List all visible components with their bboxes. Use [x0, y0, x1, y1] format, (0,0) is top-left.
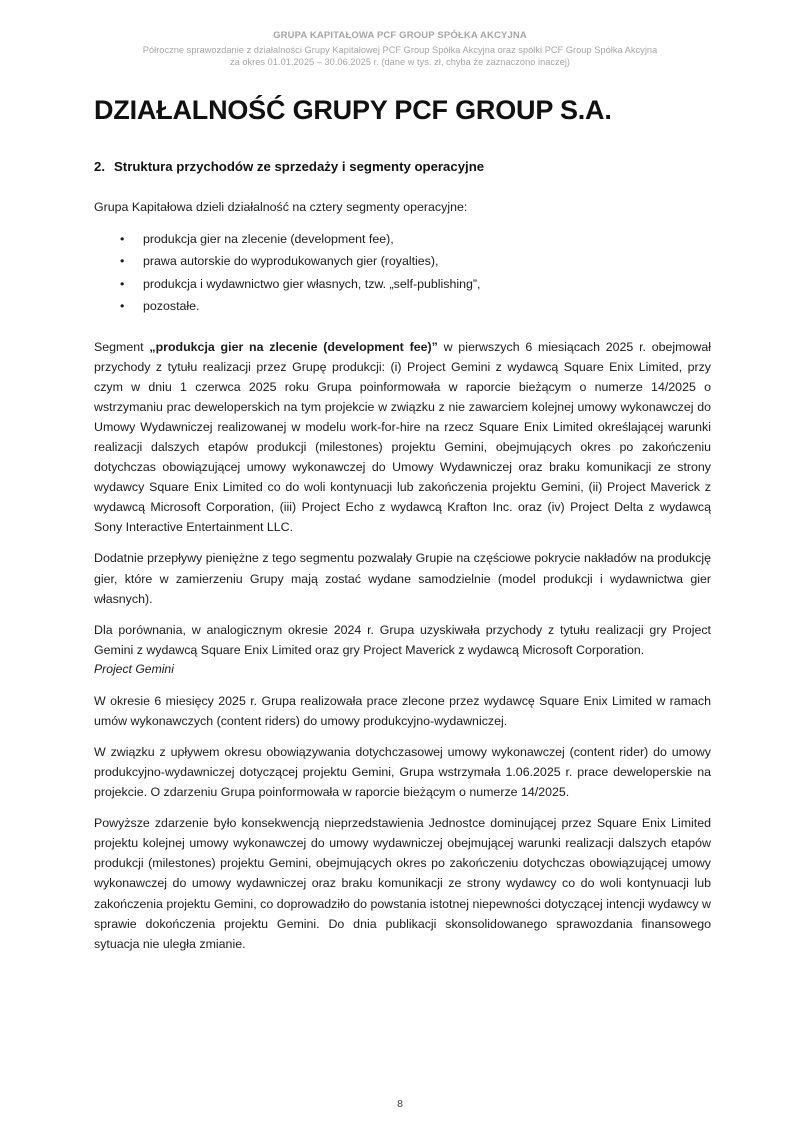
list-item-label: prawa autorskie do wyprodukowanych gier (royalties),	[143, 254, 439, 269]
header-report-period: za okres 01.01.2025 – 30.06.2025 r. (dane w tys. zł, chyba że zaznaczono inaczej)	[229, 56, 571, 67]
segments-bullet-list	[94, 229, 711, 317]
project-gemini-subheading: Project Gemini	[94, 661, 174, 676]
gemini-suspension-paragraph: W związku z upływem okresu obowiązywania dotychczasowej umowy wykonawczej (content rider) do umowy produkcyjno-wydawniczej dotyczącej projektu Gemini, Grupa wstrzymała 1.06.2025 r. prace deweloperskie na projekcie. O zdarzeniu Grupa poinformowała w raporcie bieżącym o numerze 14/2025.	[94, 744, 711, 800]
header-report-description: Półroczne sprawozdanie z działalności Grupy Kapitałowej PCF Group Spółka Akcyjna oraz spółki PCF Group Spółka Akcyjna	[142, 44, 658, 55]
segment-lead-text: Segment	[94, 339, 150, 354]
running-header	[96, 30, 704, 68]
page-number: 8	[397, 1098, 403, 1110]
segment-name-bold: „produkcja gier na zlecenie (development fee)”	[149, 339, 438, 354]
bullet-icon: •	[120, 276, 125, 291]
intro-paragraph: Grupa Kapitałowa dzieli działalność na cztery segmenty operacyjne:	[94, 199, 468, 214]
comparison-paragraph: Dla porównania, w analogicznym okresie 2024 r. Grupa uzyskiwała przychody z tytułu realizacji gry Project Gemini z wydawcą Square Enix Limited oraz gry Project Maverick z wydawcą Microsoft Corporation.	[94, 622, 711, 657]
header-company-name: GRUPA KAPITAŁOWA PCF GROUP SPÓŁKA AKCYJNA	[273, 30, 527, 41]
gemini-consequences-paragraph: Powyższe zdarzenie było konsekwencją nieprzedstawienia Jednostce dominującej przez Square Enix Limited projektu kolejnej umowy wykonawczej do umowy wydawniczej obejmującej warunki realizacji dalszych etapów produkcji (milestones) projektu Gemini, obejmujących okres po zakończeniu dotychczas obowiązującej umowy wykonawczej do umowy wydawniczej oraz braku komunikacji ze strony wydawcy co do woli kontynuacji lub zakończenia projektu Gemini, co doprowadziło do powstania istotnej niepewności dotyczącej intencji wydawcy w sprawie dokończenia projektu Gemini. Do dnia publikacji skonsolidowanego sprawozdania finansowego sytuacja nie uległa zmianie.	[94, 816, 711, 951]
page-title: DZIAŁALNOŚĆ GRUPY PCF GROUP S.A.	[94, 95, 612, 125]
gemini-scope-paragraph: W okresie 6 miesięcy 2025 r. Grupa realizowała prace zlecone przez wydawcę Square Enix Limited w ramach umów wykonawczych (content riders) do umowy produkcyjno-wydawniczej.	[94, 693, 711, 728]
page-footer	[0, 1098, 800, 1110]
document-content	[94, 96, 711, 954]
list-item	[94, 229, 711, 249]
list-item-label: pozostałe.	[143, 299, 200, 314]
bullet-icon: •	[120, 299, 125, 314]
list-item	[94, 296, 711, 316]
bullet-icon: •	[120, 254, 125, 269]
segment-development-fee-paragraph	[94, 337, 711, 538]
section-heading-label: Struktura przychodów ze sprzedaży i segmenty operacyjne	[114, 158, 485, 174]
list-item	[94, 251, 711, 271]
list-item-label: produkcja gier na zlecenie (development fee),	[143, 231, 394, 246]
section-number: 2.	[94, 158, 105, 174]
bullet-icon: •	[120, 231, 125, 246]
list-item-label: produkcja i wydawnictwo gier własnych, tzw. „self-publishing”,	[143, 276, 481, 291]
list-item	[94, 274, 711, 294]
segment-rest-text: w pierwszych 6 miesiącach 2025 r. obejmował przychody z tytułu realizacji przez Grupę produkcji: (i) Project Gemini z wydawcą Square Enix Limited, przy czym w dniu 1 czerwca 2025 roku Grupa poinformowała w raporcie bieżącym o numerze 14/2025 o wstrzymaniu prac deweloperskich na tym projekcie w związku z nie zawarciem kolejnej umowy wykonawczej do Umowy Wydawniczej realizowanej w modelu work-for-hire na rzecz Square Enix Limited określającej warunki realizacji dalszych etapów produkcji (milestones) projektu Gemini, obejmujących okres po zakończeniu dotychczas obowiązującej umowy wykonawczej do Umowy Wydawniczej oraz braku komunikacji ze strony wydawcy Square Enix Limited co do woli kontynuacji lub zakończenia projektu Gemini, (ii) Project Maverick z wydawcą Microsoft Corporation, (iii) Project Echo z wydawcą Krafton Inc. oraz (iv) Project Delta z wydawcą Sony Interactive Entertainment LLC.	[94, 339, 711, 535]
cashflow-paragraph: Dodatnie przepływy pieniężne z tego segmentu pozwalały Grupie na częściowe pokrycie nakładów na produkcję gier, które w zamierzeniu Grupy mają zostać wydane samodzielnie (model produkcji i wydawnictwa gier własnych).	[94, 551, 711, 606]
section-heading	[94, 159, 711, 175]
